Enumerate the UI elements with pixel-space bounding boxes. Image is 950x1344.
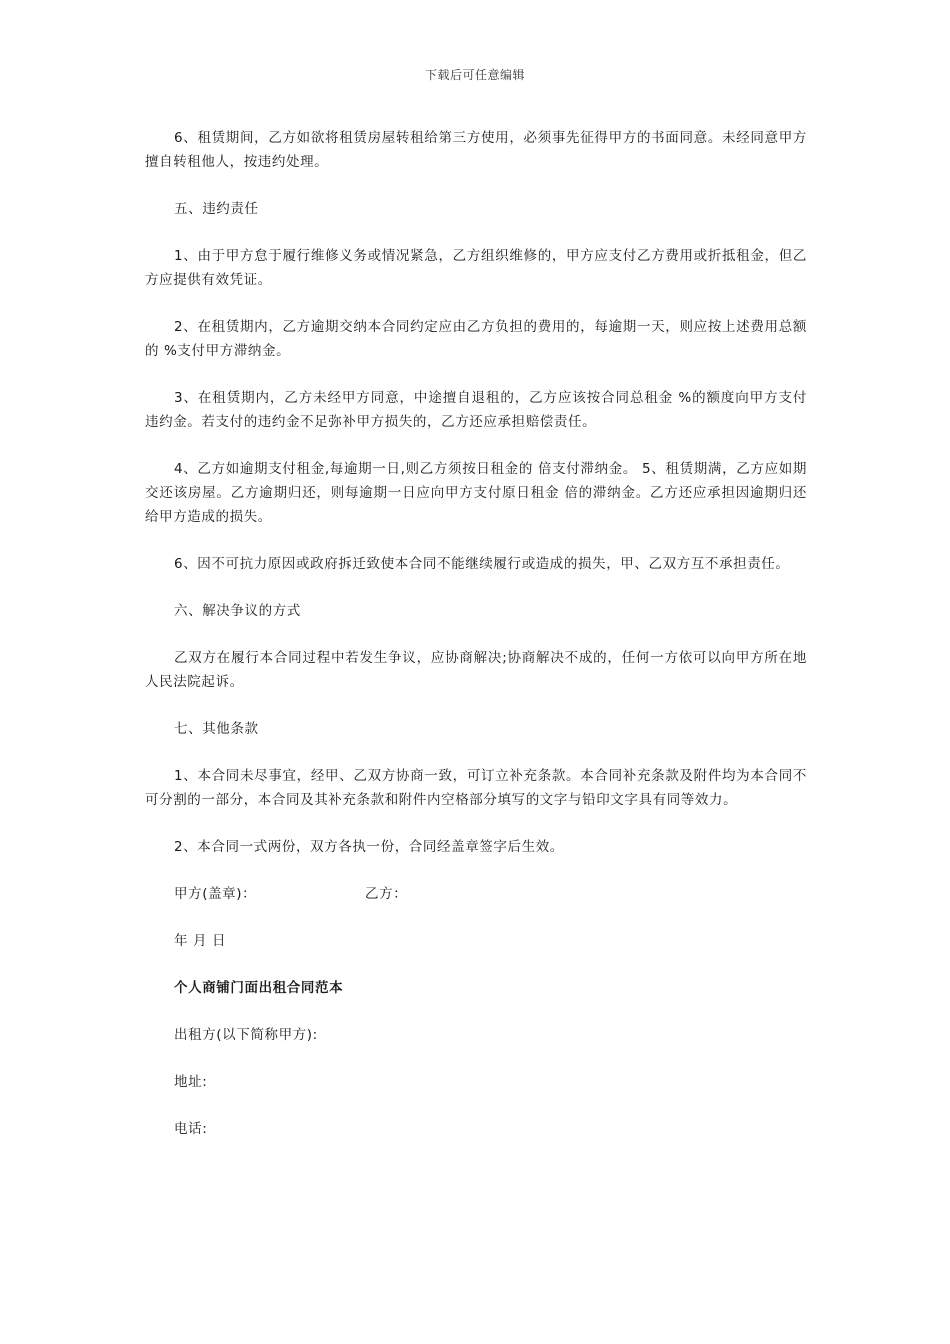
contract-title: 个人商铺门面出租合同范本 [174,980,344,996]
phone-label: 电话: [174,1121,208,1137]
section-heading-other: 七、其他条款 [174,721,259,737]
lessor-label: 出租方(以下简称甲方): [174,1027,318,1043]
page-header: 下载后可任意编辑 [424,68,525,82]
clause-breach-4-5: 4、乙方如逾期支付租金,每逾期一日,则乙方须按日租金的 倍支付滞纳金。 5、租赁期满，乙方应如期交还该房屋。乙方逾期归还，则每逾期一日应向甲方支付原日租金 倍的滞纳金。乙方还应承担因逾期归还给甲方造成的损失。 [145,461,807,525]
signature-row [145,882,807,906]
clause-breach-2: 2、在租赁期内，乙方逾期交纳本合同约定应由乙方负担的费用的，每逾期一天，则应按上述费用总额的 %支付甲方滞纳金。 [145,319,807,359]
clause-other-1: 1、本合同未尽事宜，经甲、乙双方协商一致，可订立补充条款。本合同补充条款及附件均为本合同不可分割的一部分，本合同及其补充条款和附件内空格部分填写的文字与铅印文字具有同等效力。 [145,768,807,808]
party-b-signature-label: 乙方： [365,886,408,902]
party-a-signature-label: 甲方(盖章)： [174,886,257,902]
clause-other-2: 2、本合同一式两份，双方各执一份，合同经盖章签字后生效。 [174,839,564,855]
clause-breach-3: 3、在租赁期内，乙方未经甲方同意，中途擅自退租的，乙方应该按合同总租金 %的额度向甲方支付违约金。若支付的违约金不足弥补甲方损失的，乙方还应承担赔偿责任。 [145,390,807,430]
section-heading-breach: 五、违约责任 [174,201,259,217]
clause-breach-1: 1、由于甲方怠于履行维修义务或情况紧急，乙方组织维修的，甲方应支付乙方费用或折抵租金，但乙方应提供有效凭证。 [145,248,807,288]
clause-breach-6: 6、因不可抗力原因或政府拆迁致使本合同不能继续履行或造成的损失，甲、乙双方互不承担责任。 [174,556,790,572]
clause-dispute: 乙双方在履行本合同过程中若发生争议，应协商解决;协商解决不成的，任何一方依可以向甲方所在地人民法院起诉。 [145,650,807,690]
document-body [145,126,807,1164]
date-line: 年 月 日 [174,933,227,949]
clause-6-sublease: 6、租赁期间，乙方如欲将租赁房屋转租给第三方使用，必须事先征得甲方的书面同意。未经同意甲方擅自转租他人，按违约处理。 [145,130,807,170]
section-heading-dispute: 六、解决争议的方式 [174,603,301,619]
address-label: 地址: [174,1074,208,1090]
